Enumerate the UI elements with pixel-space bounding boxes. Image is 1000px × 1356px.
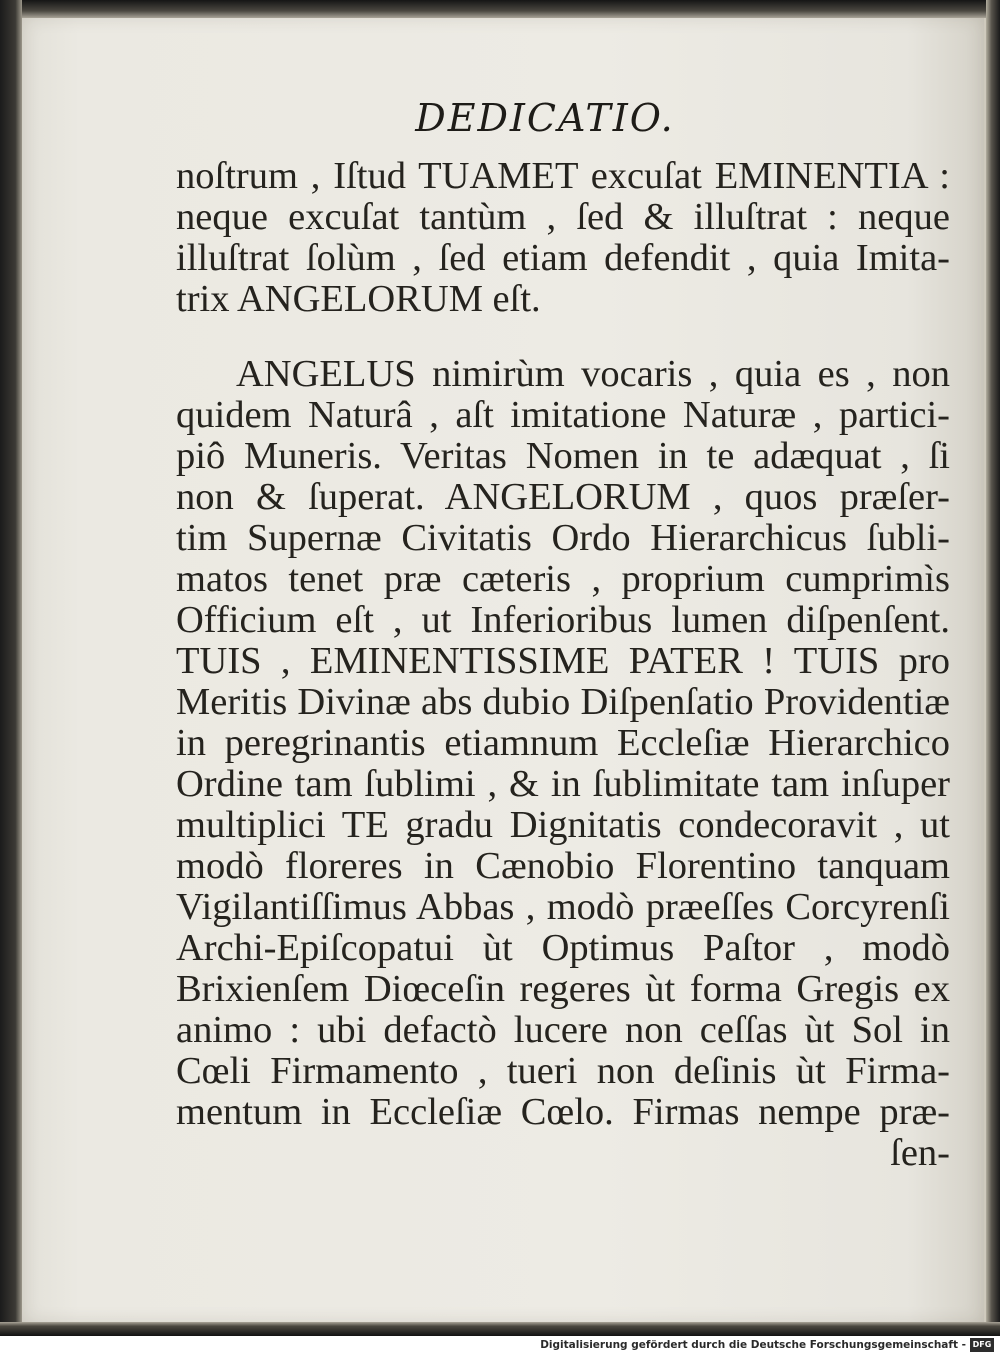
text-line: animo : ubi defactò lucere non ceſſas ùt Sol in	[176, 1009, 950, 1051]
text-line: noſtrum , Iſtud TUAMET excuſat EMINENTIA :	[176, 155, 950, 197]
text-line: quidem Naturâ , aſt imitatione Naturæ , partici-	[176, 394, 950, 436]
text-line: illuſtrat ſolùm , ſed etiam defendit , quia Imita-	[176, 237, 950, 279]
scan-frame-top	[0, 0, 1000, 18]
text-line: trix ANGELORUM eſt.	[176, 278, 541, 320]
funding-notice: Digitalisierung gefördert durch die Deutsche Forschungsgemeinschaft -	[540, 1339, 966, 1351]
text-line: piô Muneris. Veritas Nomen in te adæquat , ſi	[176, 435, 950, 477]
text-line: multiplici TE gradu Dignitatis condecoravit , ut	[176, 804, 950, 846]
text-line: modò floreres in Cænobio Florentino tanquam	[176, 845, 950, 887]
text-line: Cœli Firmamento , tueri non deſinis ùt Firma-	[176, 1050, 950, 1092]
text-line: Officium eſt , ut Inferioribus lumen diſpenſent.	[176, 599, 950, 641]
text-line: neque excuſat tantùm , ſed & illuſtrat : neque	[176, 196, 950, 238]
scan-frame-right	[986, 0, 1000, 1336]
text-line: ANGELUS nimirùm vocaris , quia es , non	[236, 353, 950, 395]
text-line: in peregrinantis etiamnum Eccleſiæ Hierarchico	[176, 722, 950, 764]
scan-frame-bottom	[0, 1322, 1000, 1336]
digitization-footer	[0, 1336, 1000, 1356]
text-line: Archi-Epiſcopatui ùt Optimus Paſtor , modò	[176, 927, 950, 969]
text-line: Vigilantiſſimus Abbas , modò præeſſes Corcyrenſi	[176, 886, 950, 928]
text-line: Ordine tam ſublimi , & in ſublimitate tam inſuper	[176, 763, 950, 805]
text-line: Brixienſem Diœceſin regeres ùt forma Gregis ex	[176, 968, 950, 1010]
text-line: non & ſuperat. ANGELORUM , quos præſer-	[176, 476, 950, 518]
page-header: DEDICATIO.	[415, 96, 675, 140]
text-line: matos tenet præ cæteris , proprium cumprimìs	[176, 558, 950, 600]
body-text	[176, 156, 950, 1174]
scan-frame-left	[0, 0, 22, 1336]
text-line: TUIS , EMINENTISSIME PATER ! TUIS pro	[176, 640, 950, 682]
text-line: Meritis Divinæ abs dubio Diſpenſatio Providentiæ	[176, 681, 950, 723]
paragraph-break	[176, 320, 950, 354]
catchword: ſen-	[890, 1132, 950, 1174]
dfg-logo: DFG	[970, 1338, 994, 1352]
text-line: tim Supernæ Civitatis Ordo Hierarchicus ſubli-	[176, 517, 950, 559]
text-line: mentum in Eccleſiæ Cœlo. Firmas nempe præ-	[176, 1091, 950, 1133]
